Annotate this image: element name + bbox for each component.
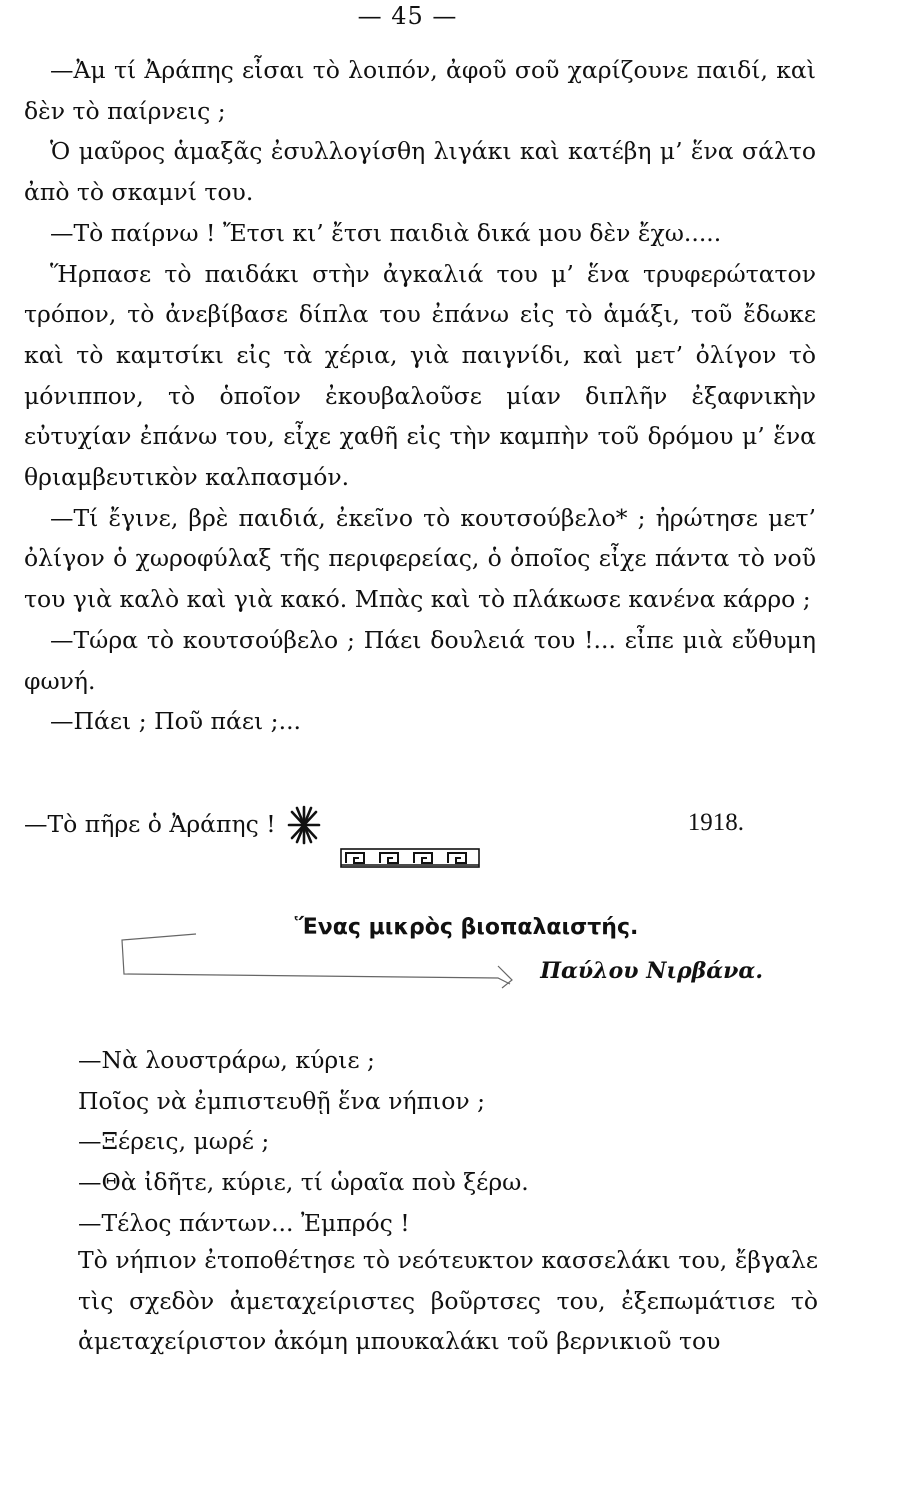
dialogue-line: —Θὰ ἰδῆτε, κύριε, τί ὡραῖα ποὺ ξέρω. bbox=[78, 1168, 529, 1197]
paragraph: Τὸ νήπιον ἐτοποθέτησε τὸ νεότευκτον κασσελάκι του, ἔβγαλε τὶς σχεδὸν ἀμεταχείριστες βοῦρτσες του, ἐξεπωμάτισε τὸ ἀμεταχείριστον ἀκόμη μπουκαλάκι τοῦ βερνικιοῦ του bbox=[78, 1246, 818, 1356]
paragraph: —Πάει ; Ποῦ πάει ;... bbox=[50, 707, 302, 736]
dialogue-line: —Ξέρεις, μωρέ ; bbox=[78, 1127, 270, 1156]
closing-paragraph-block bbox=[78, 1240, 818, 1362]
story-date: 1918. bbox=[687, 809, 744, 836]
author-name: Παύλου Νιρβάνα. bbox=[540, 958, 763, 984]
story-title: Ἕνας μικρὸς βιοπαλαιστής. bbox=[294, 915, 639, 940]
paragraph: —Τώρα τὸ κουτσούβελο ; Πάει δουλειά του !... εἶπε μιὰ εὔθυμη φωνή. bbox=[24, 625, 816, 695]
dialogue-block bbox=[78, 1040, 818, 1244]
final-sentence: —Τὸ πῆρε ὁ Ἀράπης ! bbox=[24, 809, 276, 838]
paragraph: Ἥρπασε τὸ παιδάκι στὴν ἀγκαλιά του μ’ ἕνα τρυφερώτατον τρόπον, τὸ ἀνεβίβασε δίπλα του ἐπάνω εἰς τὸ ἁμάξι, τοῦ ἔδωκε καὶ τὸ καμτσίκι εἰς τὰ χέρια, γιὰ παιγνίδι, καὶ μετ’ ὀλίγον τὸ μόνιππον, τὸ ὁποῖον ἐκουβαλοῦσε μίαν διπλῆν ἐξαφνικὴν εὐτυχίαν ἐπάνω του, εἶχε χαθῆ εἰς τὴν καμπὴν τοῦ δρόμου μ’ ἕνα θριαμβευτικὸν καλπασμόν. bbox=[24, 259, 816, 492]
paragraph: Ὁ μαῦρος ἁμαξᾶς ἐσυλλογίσθη λιγάκι καὶ κατέβη μ’ ἕνα σάλτο ἀπὸ τὸ σκαμνί του. bbox=[24, 137, 816, 207]
dialogue-line: Ποῖος νὰ ἐμπιστευθῇ ἕνα νήπιον ; bbox=[78, 1086, 486, 1115]
greek-key-divider-icon bbox=[340, 847, 480, 869]
story-ending-text bbox=[24, 50, 816, 742]
asterisk-ornament-icon bbox=[285, 803, 323, 847]
closing-line bbox=[24, 803, 744, 847]
page-number: — 45 — bbox=[357, 2, 458, 30]
paragraph: —Ἀμ τί Ἀράπης εἶσαι τὸ λοιπόν, ἀφοῦ σοῦ χαρίζουνε παιδί, καὶ δὲν τὸ παίρνεις ; bbox=[24, 56, 816, 125]
dialogue-line: —Νὰ λουστράρω, κύριε ; bbox=[78, 1046, 375, 1074]
paragraph: —Τί ἔγινε, βρὲ παιδιά, ἐκεῖνο τὸ κουτσούβελο* ; ἠρώτησε μετ’ ὀλίγον ὁ χωροφύλαξ τῆς περιφερείας, ὁ ὁποῖος εἶχε πάντα τὸ νοῦ του γιὰ καλὸ καὶ γιὰ κακό. Μπὰς καὶ τὸ πλάκωσε κανένα κάρρο ; bbox=[24, 503, 816, 614]
dialogue-line: —Τέλος πάντων... Ἐμπρός ! bbox=[78, 1208, 410, 1237]
paragraph: —Τὸ παίρνω ! Ἔτσι κι’ ἔτσι παιδιὰ δικά μου δὲν ἔχω..... bbox=[50, 218, 722, 247]
